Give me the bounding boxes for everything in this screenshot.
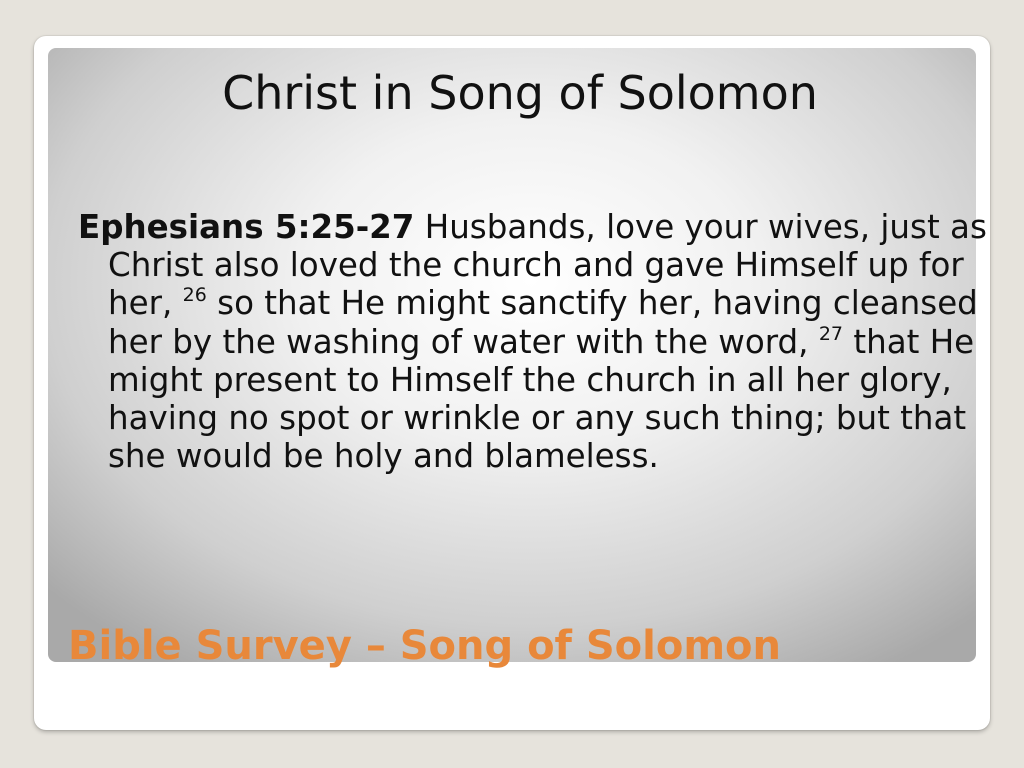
slide-title: Christ in Song of Solomon	[222, 66, 818, 120]
scripture-passage	[78, 208, 1000, 475]
footer-series-title: Bible Survey – Song of Solomon	[68, 623, 781, 669]
verse-number-27: 27	[818, 322, 844, 345]
scripture-text-2: so that He might sanctify her, having cleansed her by the washing of water with the word,	[108, 284, 978, 361]
scripture-reference: Ephesians 5:25-27	[78, 208, 415, 246]
scripture-text-1: Husbands, love your wives, just as Christ also loved the church and gave Himself up for her,	[108, 208, 987, 323]
verse-number-26: 26	[182, 284, 207, 307]
scripture-text-3: that He might present to Himself the church in all her glory, having no spot or wrinkle or any such thing; but that she would be holy and blameless.	[108, 322, 975, 476]
